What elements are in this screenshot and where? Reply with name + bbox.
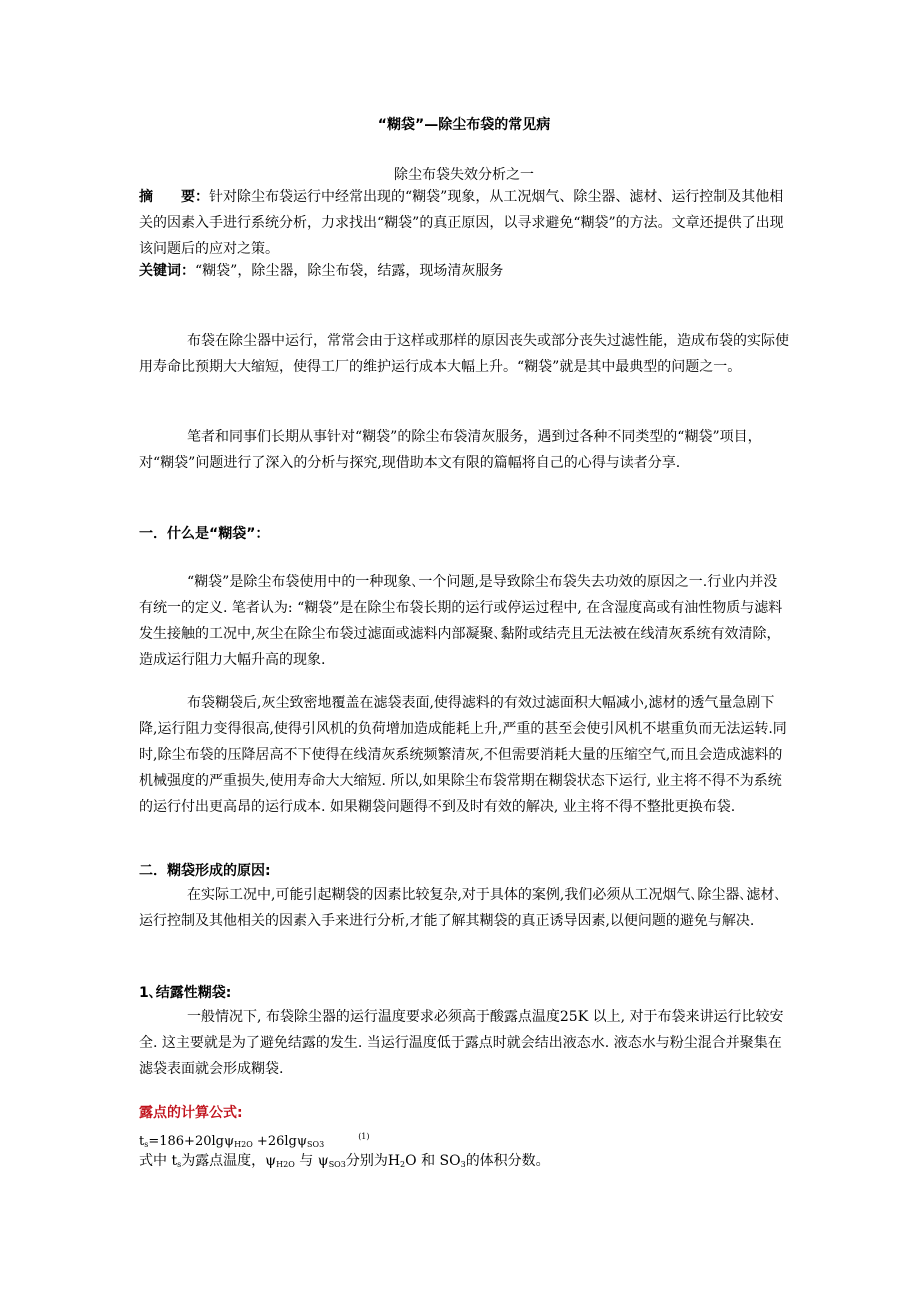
abstract-text: 针对除尘布袋运行中经常出现的“糊袋”现象，从工况烟气、除尘器、滤材、运行控制及其他相关的因素入手进行系统分析，力求找出“糊袋”的真正原因，以寻求避免“糊袋”的方法。文章还提供了出现该问题后的应对之策。 [139,189,784,257]
explain-so3-sub: SO3 [328,1160,346,1169]
explain-part6: 的体积分数。 [465,1153,550,1169]
formula-t: t [139,1134,145,1149]
formula-expr2: +26lgψ [252,1134,308,1149]
paragraph-effects: 布袋糊袋后,灰尘致密地覆盖在滤袋表面,使得滤料的有效过滤面积大幅减小,滤材的透气量急剧下降,运行阻力变得很高,使得引风机的负荷增加造成能耗上升,严重的甚至会使引风机不堪重负而无法运转.同时,除尘布袋的压降居高不下使得在线清灰系统频繁清灰,不但需要消耗大量的压缩空气,而且会造成滤料的机械强度的严重损失,使用寿命大大缩短. 所以,如果除尘布袋常期在糊袋状态下运行, 业主将不得不为系统的运行付出更高昂的运行成本. 如果糊袋问题得不到及时有效的解决, 业主将不得不整批更换布袋. [139,695,787,815]
explain-h-sub: 2 [400,1160,406,1169]
section-heading-what: 一．什么是“糊袋”： [139,526,270,542]
document-title: “糊袋”—除尘布袋的常见病 [377,117,551,133]
formula-sub-so3: SO3 [307,1140,325,1149]
formula-explanation [139,1148,789,1178]
keywords-label: 关键词： [139,263,195,279]
abstract [139,184,789,262]
paragraph-definition: “糊袋”是除尘布袋使用中的一种现象､一个问题,是导致除尘布袋失去功效的原因之一.行业内并没有统一的定义. 笔者认为: “糊袋”是在除尘布袋长期的运行或停运过程中, 在含湿度高或有油性物质与滤料发生接触的工况中,灰尘在除尘布袋过滤面或滤料内部凝聚､黏附或结壳且无法被在线清灰系统有效清除，造成运行阻力大幅升高的现象. [139,574,783,668]
explain-part1: 式中 t [139,1153,178,1169]
formula-reference: (1) [358,1132,370,1141]
paragraph-causes: 在实际工况中,可能引起糊袋的因素比较复杂,对于具体的案例,我们必须从工况烟气､除尘器､滤材､运行控制及其他相关的因素入手来进行分析,才能了解其糊袋的真正诱导因素,以便问题的避免与解决. [139,887,782,929]
explain-s-sub: s [177,1160,182,1169]
paragraph-intro: 布袋在除尘器中运行，常常会由于这样或那样的原因丧失或部分丧失过滤性能，造成布袋的实际使用寿命比预期大大缩短，使得工厂的维护运行成本大幅上升。“糊袋”就是其中最典型的问题之一。 [139,333,789,375]
formula-heading: 露点的计算公式: [139,1105,243,1121]
explain-part2: 为露点温度，ψ [181,1153,277,1169]
explain-so-sub: 3 [460,1160,466,1169]
paragraph-condensation: 一般情况下, 布袋除尘器的运行温度要求必须高于酸露点温度25K 以上, 对于布袋来讲运行比较安全. 这主要就是为了避免结露的发生. 当运行温度低于露点时就会结出液态水. 液态水与粉尘混合并聚集在滤袋表面就会形成糊袋. [139,1009,784,1077]
section-heading-causes: 二．糊袋形成的原因: [139,863,271,879]
document-subtitle: 除尘布袋失效分析之一 [394,167,534,183]
keywords [139,258,789,284]
formula-t-sub: s [144,1140,149,1149]
explain-part4: 分别为H [345,1153,401,1169]
explain-part3: 与 ψ [294,1153,329,1169]
formula-expr1: =186+20lgψ [148,1134,235,1149]
paragraph-author: 笔者和同事们长期从事针对“糊袋”的除尘布袋清灰服务，遇到过各种不同类型的“糊袋”项目，对“糊袋”问题进行了深入的分析与探究,现借助本文有限的篇幅将自己的心得与读者分享. [139,429,762,471]
section-heading-condensation: 1､结露性糊袋: [139,985,232,1001]
abstract-label: 摘 要： [139,189,209,205]
formula-sub-h2o: H2O [234,1140,253,1149]
explain-part5: O 和 SO [405,1153,461,1169]
keywords-text: “糊袋”，除尘器，除尘布袋，结露，现场清灰服务 [195,263,504,279]
explain-h2o-sub: H2O [276,1160,295,1169]
